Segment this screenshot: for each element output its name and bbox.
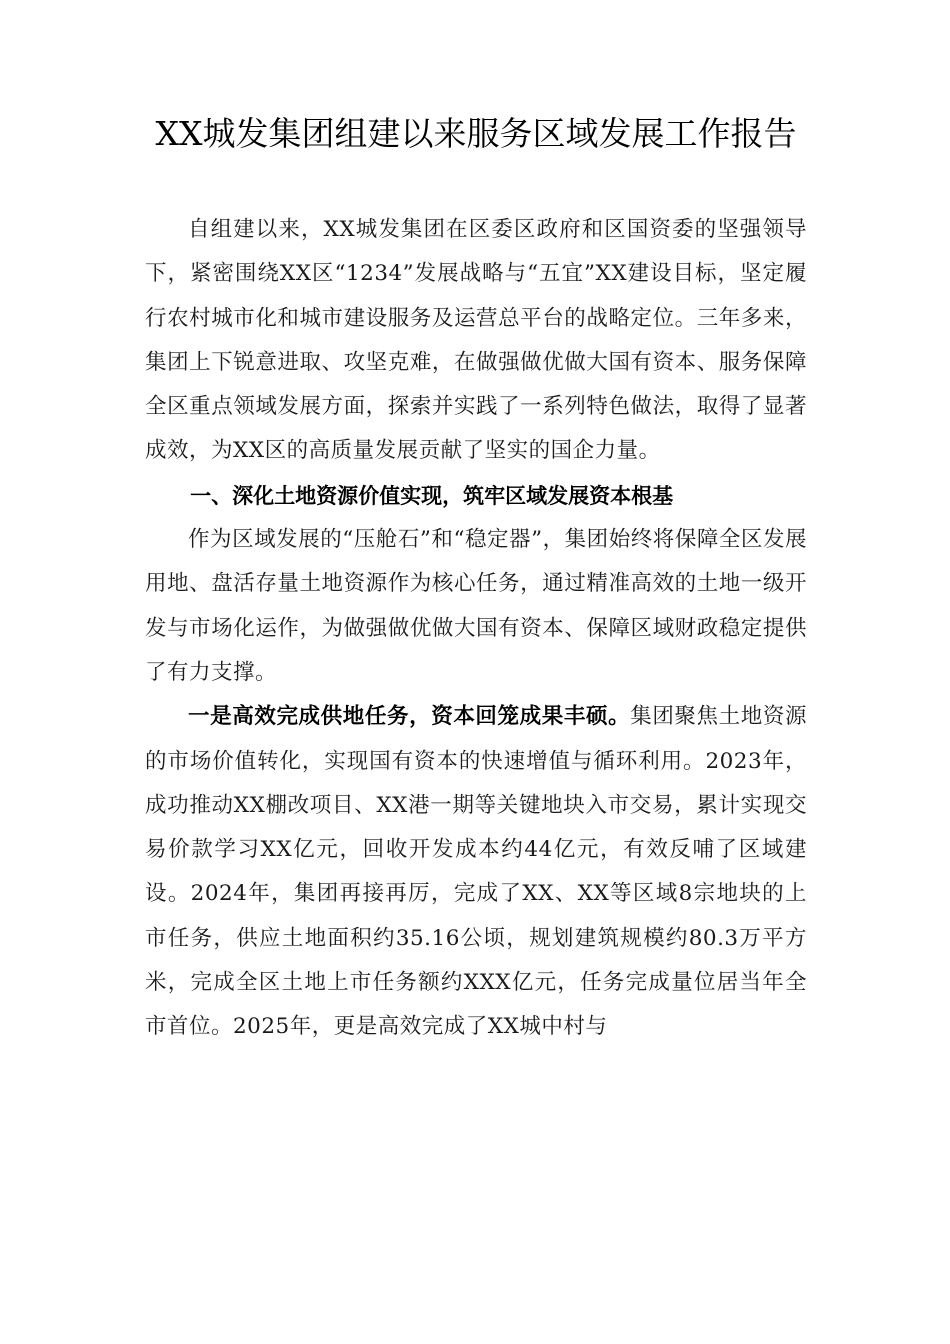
point-lead: 一是高效完成供地任务，资本回笼成果丰硕。 bbox=[188, 704, 631, 730]
document-title: XX城发集团组建以来服务区域发展工作报告 bbox=[155, 114, 797, 153]
point-body: 集团聚焦土地资源的市场价值转化，实现国有资本的快速增值与循环利用。2023年，成功推动XX棚改项目、XX港一期等关键地块入市交易，累计实现交易价款学习XX亿元，回收开发成本约44亿元，有效反哺了区域建设。2024年，集团再接再厉，完成了XX、XX等区域8宗地块的上市任务，供应土地面积约35.16公顷，规划建筑规模约80.3万平方米，完成全区土地上市任务额约XXX亿元，任务完成量位居当年全市首位。2025年，更是高效完成了XX城中村与 bbox=[145, 704, 807, 1040]
section-heading: 一、深化土地资源价值实现，筑牢区域发展资本根基 bbox=[190, 483, 674, 508]
section-paragraph: 作为区域发展的“压舱石”和“稳定器”，集团始终将保障全区发展用地、盘活存量土地资源作为核心任务，通过精准高效的土地一级开发与市场化运作，为做强做优做大国有资本、保障区域财政稳定提供了有力支撑。 bbox=[145, 527, 807, 685]
document-page bbox=[145, 112, 807, 1050]
intro-paragraph: 自组建以来，XX城发集团在区委区政府和区国资委的坚强领导下，紧密围绕XX区“1234”发展战略与“五宜”XX建设目标，坚定履行农村城市化和城市建设服务及运营总平台的战略定位。三年多来，集团上下锐意进取、攻坚克难，在做强做优做大国有资本、服务保障全区重点领域发展方面，探索并实践了一系列特色做法，取得了显著成效，为XX区的高质量发展贡献了坚实的国企力量。 bbox=[145, 217, 807, 464]
point-paragraph bbox=[145, 695, 807, 1049]
